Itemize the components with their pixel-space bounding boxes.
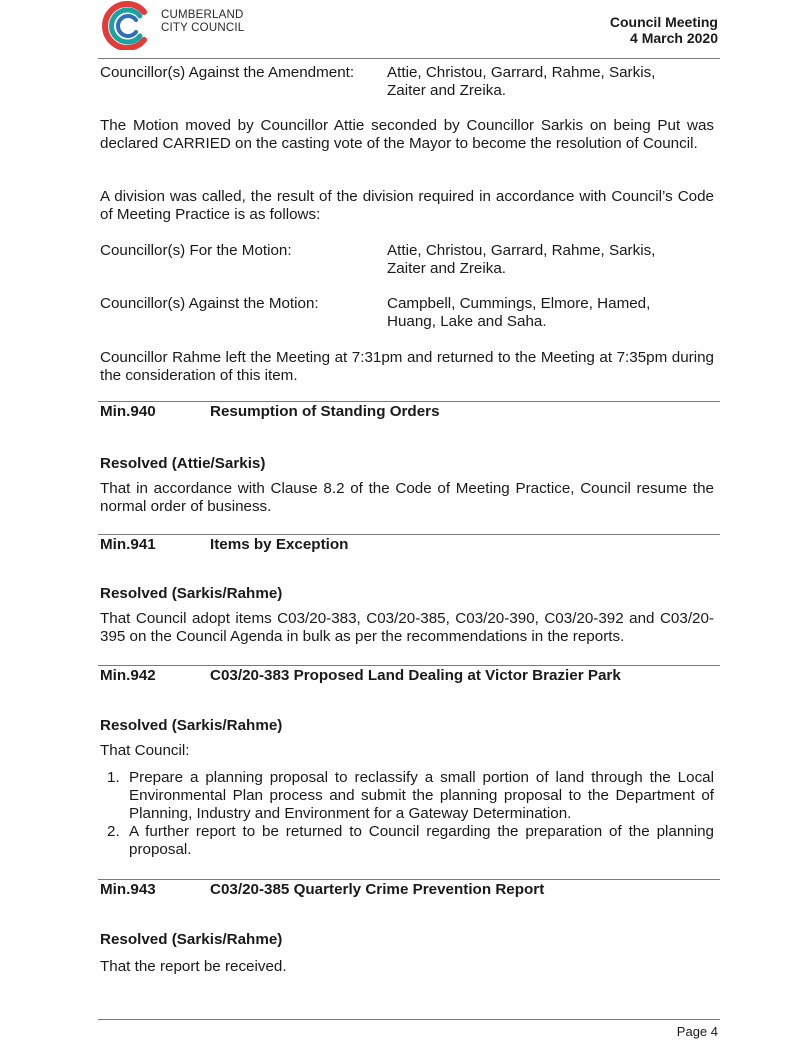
rahme-paragraph: Councillor Rahme left the Meeting at 7:31pm and returned to the Meeting at 7:35pm during the consideration of this item. xyxy=(100,349,714,384)
header-meeting: Council Meeting xyxy=(609,14,718,30)
section-divider xyxy=(98,879,720,880)
minute-title: Resumption of Standing Orders xyxy=(210,403,440,420)
header-divider xyxy=(98,58,720,59)
amendment-against-line1: Attie, Christou, Garrard, Rahme, Sarkis, xyxy=(387,64,656,81)
minute-940-text: That in accordance with Clause 8.2 of the Code of Meeting Practice, Council resume the normal order of business. xyxy=(100,480,714,515)
motion-against-names xyxy=(387,295,720,331)
section-divider xyxy=(98,665,720,666)
page-number: Page 4 xyxy=(676,1024,718,1039)
list-item-number: 1. xyxy=(107,769,120,786)
minute-940-resolved: Resolved (Attie/Sarkis) xyxy=(100,455,266,472)
footer-divider xyxy=(98,1019,720,1020)
section-divider xyxy=(98,534,720,535)
division-paragraph: A division was called, the result of the division required in accordance with Council’s Code of Meeting Practice is as follows: xyxy=(100,188,714,223)
minute-number: Min.943 xyxy=(100,881,156,898)
minute-number: Min.942 xyxy=(100,667,156,684)
motion-for-line1: Attie, Christou, Garrard, Rahme, Sarkis, xyxy=(387,242,656,259)
minute-title: C03/20-385 Quarterly Crime Prevention Report xyxy=(210,881,545,898)
amendment-against-names xyxy=(387,64,720,100)
header-meeting-info xyxy=(610,14,718,46)
list-item xyxy=(100,769,714,823)
logo-text xyxy=(161,9,244,35)
logo-line-2: CITY COUNCIL xyxy=(161,22,245,34)
minute-number: Min.941 xyxy=(100,536,156,553)
list-item xyxy=(100,823,714,859)
amendment-against-line2: Zaiter and Zreika. xyxy=(387,82,507,99)
motion-against-line1: Campbell, Cummings, Elmore, Hamed, xyxy=(387,295,651,312)
minute-942-intro: That Council: xyxy=(100,742,190,759)
minute-941-resolved: Resolved (Sarkis/Rahme) xyxy=(100,585,283,602)
list-item-text: A further report to be returned to Council regarding the preparation of the planning proposal. xyxy=(129,823,714,858)
logo-line-1: CUMBERLAND xyxy=(161,9,244,21)
minute-title: Items by Exception xyxy=(210,536,349,553)
minute-number: Min.940 xyxy=(100,403,156,420)
minute-942-resolved: Resolved (Sarkis/Rahme) xyxy=(100,717,283,734)
list-item-number: 2. xyxy=(107,823,120,840)
minute-943-text: That the report be received. xyxy=(100,958,287,975)
minute-title: C03/20-383 Proposed Land Dealing at Victor Brazier Park xyxy=(210,667,621,684)
motion-against-line2: Huang, Lake and Saha. xyxy=(387,313,547,330)
minute-941-text: That Council adopt items C03/20-383, C03/20-385, C03/20-390, C03/20-392 and C03/20-395 on the Council Agenda in bulk as per the recommendations in the reports. xyxy=(100,610,714,645)
motion-for-line2: Zaiter and Zreika. xyxy=(387,260,507,277)
amendment-against-label: Councillor(s) Against the Amendment: xyxy=(100,64,355,81)
motion-for-names xyxy=(387,242,720,278)
section-divider xyxy=(98,401,720,402)
header-date: 4 March 2020 xyxy=(630,30,718,46)
motion-against-label: Councillor(s) Against the Motion: xyxy=(100,295,319,312)
motion-paragraph: The Motion moved by Councillor Attie seconded by Councillor Sarkis on being Put was declared CARRIED on the casting vote of the Mayor to become the resolution of Council. xyxy=(100,117,714,152)
minute-943-resolved: Resolved (Sarkis/Rahme) xyxy=(100,931,283,948)
list-item-text: Prepare a planning proposal to reclassify a small portion of land through the Local Environmental Plan process and submit the planning proposal to the Department of Planning, Industry and Environment for a Gateway Determination. xyxy=(129,769,714,822)
minute-942-list xyxy=(100,769,714,859)
cumberland-logo-icon xyxy=(100,0,156,50)
motion-for-label: Councillor(s) For the Motion: xyxy=(100,242,292,259)
